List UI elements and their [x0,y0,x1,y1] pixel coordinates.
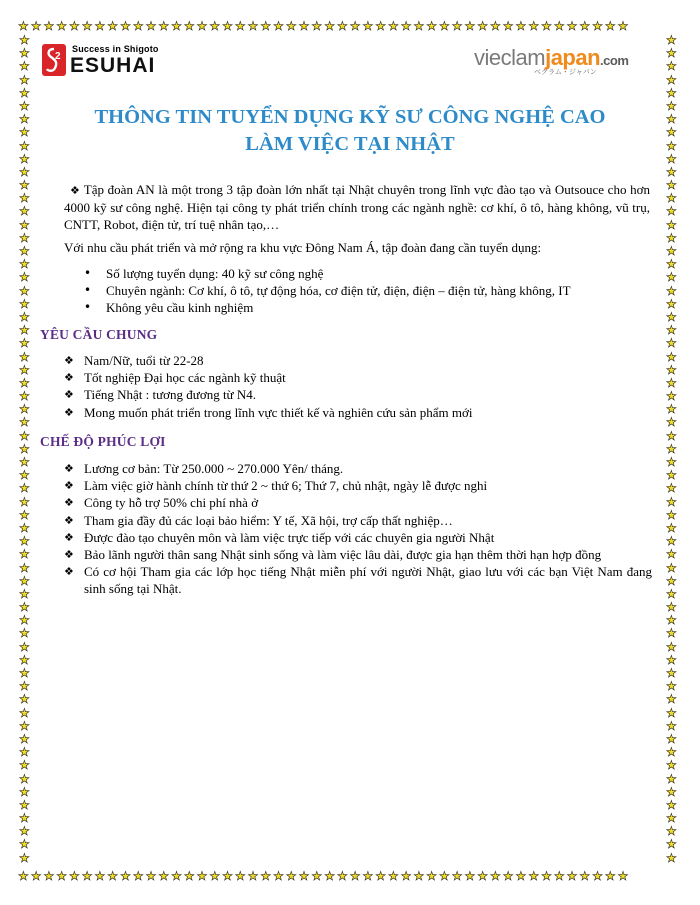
star-icon: ★ [666,850,677,865]
star-icon: ★ [666,639,677,654]
star-icon: ★ [666,731,677,746]
star-icon: ★ [666,244,677,258]
star-icon: ★ [19,428,30,443]
star-icon: ★ [19,296,30,311]
requirements-list [64,352,624,421]
star-icon: ★ [19,336,30,351]
star-icon: ★ [19,349,30,364]
star-icon: ★ [19,666,30,680]
vlj-part-com: .com [600,53,629,68]
list-item: ❖ Làm việc giờ hành chính từ thứ 2 ~ thứ 6; Thứ 7, chủ nhật, ngày lễ được nghỉ [64,477,652,494]
star-icon: ★ [666,204,677,219]
star-icon: ★ [666,125,677,140]
star-icon: ★ [19,230,30,245]
star-icon: ★ [666,309,677,324]
star-icon: ★ [666,164,677,179]
star-icon: ★ [666,72,677,87]
star-icon: ★ [666,441,677,456]
star-icon: ★ [19,244,30,258]
benefits-heading: CHẾ ĐỘ PHÚC LỢI [40,434,166,449]
star-icon: ★ [666,270,677,285]
star-border-left [19,34,33,870]
requirements-heading: YÊU CẦU CHUNG [40,327,158,342]
star-icon: ★ [666,547,677,562]
star-icon: ★ [19,507,30,522]
star-icon: ★ [19,85,30,100]
star-icon: ★ [19,59,30,74]
star-icon: ★ [666,336,677,351]
star-icon: ★ [666,151,677,166]
star-icon: ★ [666,59,677,74]
esuhai-mark-glyph: 2 [55,51,61,62]
star-icon: ★ [666,507,677,522]
list-item: ❖ Tham gia đầy đủ các loại bảo hiểm: Y tế, Xã hội, trợ cấp thất nghiệp… [64,512,652,529]
star-icon: ★ [666,415,677,430]
star-icon: ★ [19,837,30,852]
title-line-2: LÀM VIỆC TẠI NHẬT [245,133,455,155]
star-icon: ★ [666,481,677,496]
star-icon: ★ [19,309,30,324]
star-icon: ★ [666,520,677,535]
star-icon: ★ [666,679,677,694]
star-icon: ★ [19,811,30,826]
star-icon: ★ [19,389,30,404]
vlj-part-japan: japan [545,45,601,70]
star-icon: ★ [666,797,677,812]
list-item: ❖ Được đào tạo chuyên môn và làm việc trực tiếp với các chuyên gia người Nhật [64,529,652,546]
star-icon: ★ [19,758,30,773]
star-icon: ★ [19,164,30,179]
star-icon: ★ [666,283,677,298]
vlj-part-vieclam: vieclam [474,45,546,70]
star-icon: ★ [19,217,30,232]
star-icon: ★ [19,151,30,166]
page-title [46,104,654,158]
star-icon: ★ [666,362,677,377]
intro-paragraph-1 [64,181,650,233]
esuhai-brand-name: ESUHAI [70,54,156,77]
star-border-top: ★★★★★★★★★★★★★★★★★★★★★★★★★★★★★★★★★★★★★★★★★★★★★★★★ [18,20,631,33]
star-icon: ★ [19,402,30,417]
star-icon: ★ [19,257,30,272]
intro-bullet-list [82,265,571,316]
star-icon: ★ [19,520,30,535]
star-icon: ★ [19,745,30,760]
star-icon: ★ [19,652,30,667]
star-icon: ★ [666,652,677,667]
star-icon: ★ [19,560,30,575]
list-item: ❖ Bảo lãnh người thân sang Nhật sinh sống và làm việc lâu dài, được gia hạn thêm thời hạn hợp đồng [64,546,652,563]
star-icon: ★ [19,270,30,285]
star-icon: ★ [19,455,30,469]
star-icon: ★ [19,375,30,390]
star-icon: ★ [19,534,30,549]
star-icon: ★ [19,705,30,720]
list-item: ❖ Có cơ hội Tham gia các lớp học tiếng Nhật miễn phí với người Nhật, giao lưu với các bạn Việt Nam đang sinh sống tại Nhật. [64,563,652,597]
star-icon: ★ [666,349,677,364]
star-icon: ★ [666,534,677,549]
star-icon: ★ [19,441,30,456]
star-icon: ★ [19,468,30,483]
star-icon: ★ [666,705,677,720]
star-icon: ★ [666,98,677,113]
star-icon: ★ [666,692,677,707]
star-icon: ★ [666,573,677,588]
star-border-bottom: ★★★★★★★★★★★★★★★★★★★★★★★★★★★★★★★★★★★★★★★★★★★★★★★★ [18,870,631,883]
list-item: ❖ Tiếng Nhật : tương đương từ N4. [64,386,624,403]
star-icon: ★ [666,600,677,615]
star-icon: ★ [666,745,677,760]
star-icon: ★ [19,692,30,707]
esuhai-tagline: Success in Shigoto [72,44,159,54]
star-icon: ★ [666,230,677,245]
star-icon: ★ [19,718,30,733]
list-item: ❖ Lương cơ bản: Từ 250.000 ~ 270.000 Yên/ tháng. [64,460,652,477]
star-icon: ★ [666,34,677,47]
star-icon: ★ [19,72,30,87]
star-icon: ★ [19,138,30,153]
list-item: ❖ Mong muốn phát triển trong lĩnh vực thiết kế và nghiên cứu sản phẩm mới [64,404,624,421]
list-item: • Số lượng tuyển dụng: 40 kỹ sư công nghệ [82,265,571,282]
star-icon: ★ [666,178,677,193]
star-icon: ★ [19,415,30,430]
star-icon: ★ [666,191,677,206]
star-icon: ★ [666,138,677,153]
star-icon: ★ [19,323,30,338]
star-icon: ★ [19,731,30,746]
star-icon: ★ [19,586,30,601]
star-icon: ★ [19,850,30,865]
star-icon: ★ [666,112,677,127]
star-icon: ★ [666,323,677,338]
star-icon: ★ [666,560,677,575]
star-icon: ★ [19,481,30,496]
diamond-bullet-icon: ❖ [70,184,81,197]
star-icon: ★ [666,85,677,100]
star-icon: ★ [666,837,677,852]
star-icon: ★ [19,600,30,615]
star-icon: ★ [666,824,677,839]
list-item: • Không yêu cầu kinh nghiệm [82,299,571,316]
star-icon: ★ [666,455,677,469]
star-icon: ★ [19,797,30,812]
star-icon: ★ [666,468,677,483]
star-icon: ★ [19,178,30,193]
benefits-list [64,460,652,598]
star-icon: ★ [666,718,677,733]
vlj-subtitle: ベクラム・ジャパン [534,68,597,76]
star-border-right [666,34,680,870]
star-icon: ★ [666,402,677,417]
star-icon: ★ [19,34,30,47]
vieclamjapan-logo [474,45,664,81]
star-icon: ★ [666,666,677,680]
star-icon: ★ [19,639,30,654]
star-icon: ★ [19,283,30,298]
star-icon: ★ [19,573,30,588]
star-icon: ★ [666,784,677,799]
star-icon: ★ [19,824,30,839]
star-icon: ★ [19,613,30,628]
star-icon: ★ [666,758,677,773]
star-icon: ★ [19,46,30,61]
star-icon: ★ [19,112,30,127]
star-icon: ★ [666,771,677,786]
star-icon: ★ [19,362,30,377]
star-icon: ★ [666,626,677,641]
list-item: ❖ Nam/Nữ, tuổi từ 22-28 [64,352,624,369]
intro-paragraph-2: Với nhu cầu phát triển và mở rộng ra khu vực Đông Nam Á, tập đoàn đang cần tuyển dụng: [64,240,542,255]
star-icon: ★ [666,296,677,311]
star-icon: ★ [666,613,677,628]
esuhai-logo [42,42,192,82]
star-icon: ★ [666,428,677,443]
list-item: ❖ Tốt nghiệp Đại học các ngành kỹ thuật [64,369,624,386]
star-icon: ★ [666,811,677,826]
star-icon: ★ [19,125,30,140]
esuhai-mark-icon [42,44,66,76]
star-icon: ★ [666,389,677,404]
star-icon: ★ [19,771,30,786]
list-item: • Chuyên ngành: Cơ khí, ô tô, tự động hóa, cơ điện tử, điện, điện – điện tử, hàng không, IT [82,282,571,299]
intro-text-1: Tập đoàn AN là một trong 3 tập đoàn lớn nhất tại Nhật chuyên trong lĩnh vực đào tạo và Outsouce cho hơn 4000 kỹ sư công nghệ. Hiện tại công ty phát triển chính trong các ngành nghề: cơ khí, ô tô, hàng không, vũ trụ, CNTT, Robot, điện tử, trí tuệ nhân tạo,… [64,182,651,232]
star-icon: ★ [19,547,30,562]
star-icon: ★ [666,375,677,390]
star-icon: ★ [19,494,30,509]
star-icon: ★ [666,257,677,272]
star-icon: ★ [666,586,677,601]
star-icon: ★ [19,784,30,799]
list-item: ❖ Công ty hỗ trợ 50% chi phí nhà ở [64,494,652,511]
star-icon: ★ [666,494,677,509]
star-icon: ★ [19,191,30,206]
star-icon: ★ [19,204,30,219]
title-line-1: THÔNG TIN TUYỂN DỤNG KỸ SƯ CÔNG NGHỆ CAO [94,106,606,128]
star-icon: ★ [19,679,30,694]
star-icon: ★ [666,217,677,232]
star-icon: ★ [666,46,677,61]
star-icon: ★ [19,626,30,641]
star-icon: ★ [19,98,30,113]
